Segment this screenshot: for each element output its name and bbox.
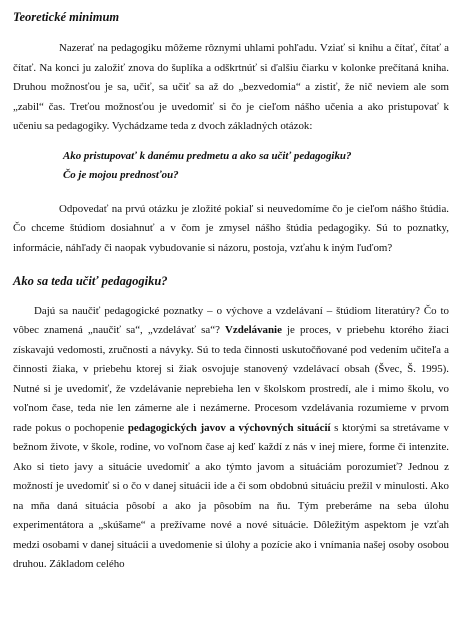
paragraph-answer: Odpovedať na prvú otázku je zložité pokiaľ si neuvedomíme čo je cieľom nášho štúdia. Čo chceme štúdiom dosiahnuť a v čom je zmysel nášho štúdia pedagogiky. Sú to poznatky, informácie, náhľady či naopak vybudovanie si názoru, postoja, vzťahu k iným ľuďom? bbox=[13, 202, 449, 254]
paragraph-learning bbox=[13, 302, 449, 575]
paragraph-learning-text-1: Dajú sa naučiť pedagogické poznatky – o výchove a vzdelávaní – štúdiom literatúry? Čo to vôbec znamená „naučiť sa“, „vzdelávať sa“? bbox=[13, 304, 449, 336]
paragraph-learning-text-2: je proces, v priebehu ktorého žiaci získavajú vedomosti, zručnosti a návyky. Sú to teda činnosti uskutočňované pod vedením učiteľa a činnosti žiaka, v priebehu ktorej si žiak osvojuje stanovený vzdelávací obsah (Švec, Š. 1995). Nutné si je uvedomiť, že vzdelávanie neprebieha len v školskom prostredí, ale i mimo školu, vo voľnom čase, teda nie len zámerne ale i nezámerne. Procesom vzdelávania rozumieme v prvom rade pokus o pochopenie bbox=[13, 324, 449, 434]
term-vzdelavanie: Vzdelávanie bbox=[225, 324, 282, 336]
section-heading-theory: Teoretické minimum bbox=[13, 10, 120, 24]
question-block bbox=[63, 147, 449, 186]
paragraph-learning-text-3: s ktorými sa stretávame v bežnom živote, v škole, rodine, vo voľnom čase aj keď každí z nás v inej miere, forme či intenzite. Ako si tieto javy a situácie uvedomiť a ako týmto javom a situáciám porozumieť? Jednou z možností je uvedomiť si o čo v danej situácii ide a či som obdobnú situáciu prežil v minulosti. Ako na mňa daná situácia pôsobí a ako ja pôsobím na ňu. Tým preberáme na seba úlohu experimentátora a „skúšame“ a prežívame nové a nové situácie. Dôležitým aspektom je vzťah medzi osobami v danej situácii a uvedomenie si úlohy a pozície ako i vnímania našej osoby osobou druhou. Základom celého bbox=[13, 421, 449, 570]
paragraph-intro: Nazerať na pedagogiku môžeme rôznymi uhlami pohľadu. Vziať si knihu a čítať, čítať a čítať. Na konci ju založiť znova do šuplíka a odškrtnúť si ďalšiu čiarku v kolonke prečítaná kniha. Druhou možnosťou je sa, učiť, sa učiť sa až do „bezvedomia“ a zistiť, že nič neviem ale som „zabil“ čas. Treťou možnosťou je uvedomiť si čo je cieľom nášho učenia a ako pristupovať k učeniu sa pedagogiky. Vychádzame teda z dvoch základných otázok: bbox=[13, 42, 449, 133]
section-heading-how-to-learn: Ako sa teda učiť pedagogiku? bbox=[13, 274, 168, 289]
question-1: Ako pristupovať k danému predmetu a ako sa učiť pedagogiku? bbox=[63, 149, 352, 162]
question-2: Čo je mojou prednosťou? bbox=[63, 169, 179, 182]
term-pedagogical-phenomena: pedagogických javov a výchovných situácií bbox=[127, 421, 331, 434]
